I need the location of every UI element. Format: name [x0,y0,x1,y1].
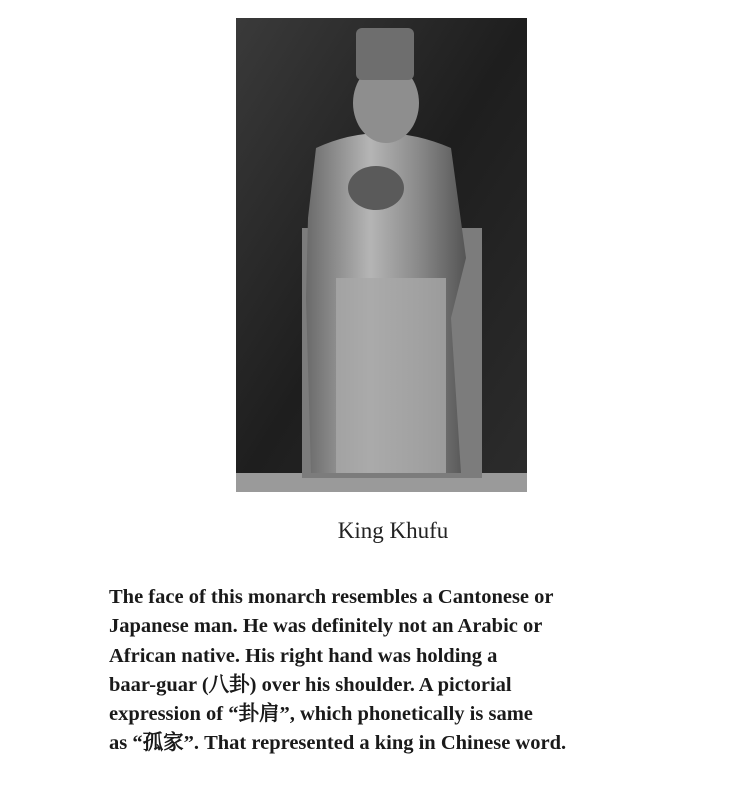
paragraph-line: The face of this monarch resembles a Cantonese or [109,586,554,608]
description-paragraph [109,583,566,759]
paragraph-line: African native. His right hand was holding a [109,644,498,667]
figure-caption: King Khufu [337,518,449,543]
paragraph-line: baar-guar (八卦) over his shoulder. A pictorial [109,673,512,696]
paragraph-line: Japanese man. He was definitely not an Arabic or [109,615,543,638]
king-khufu-statue-image [236,18,527,492]
paragraph-line: expression of “卦肩”, which phonetically is same [109,703,533,726]
statue-photo [236,18,527,492]
paragraph-line: as “孤家”. That represented a king in Chinese word. [109,732,567,755]
